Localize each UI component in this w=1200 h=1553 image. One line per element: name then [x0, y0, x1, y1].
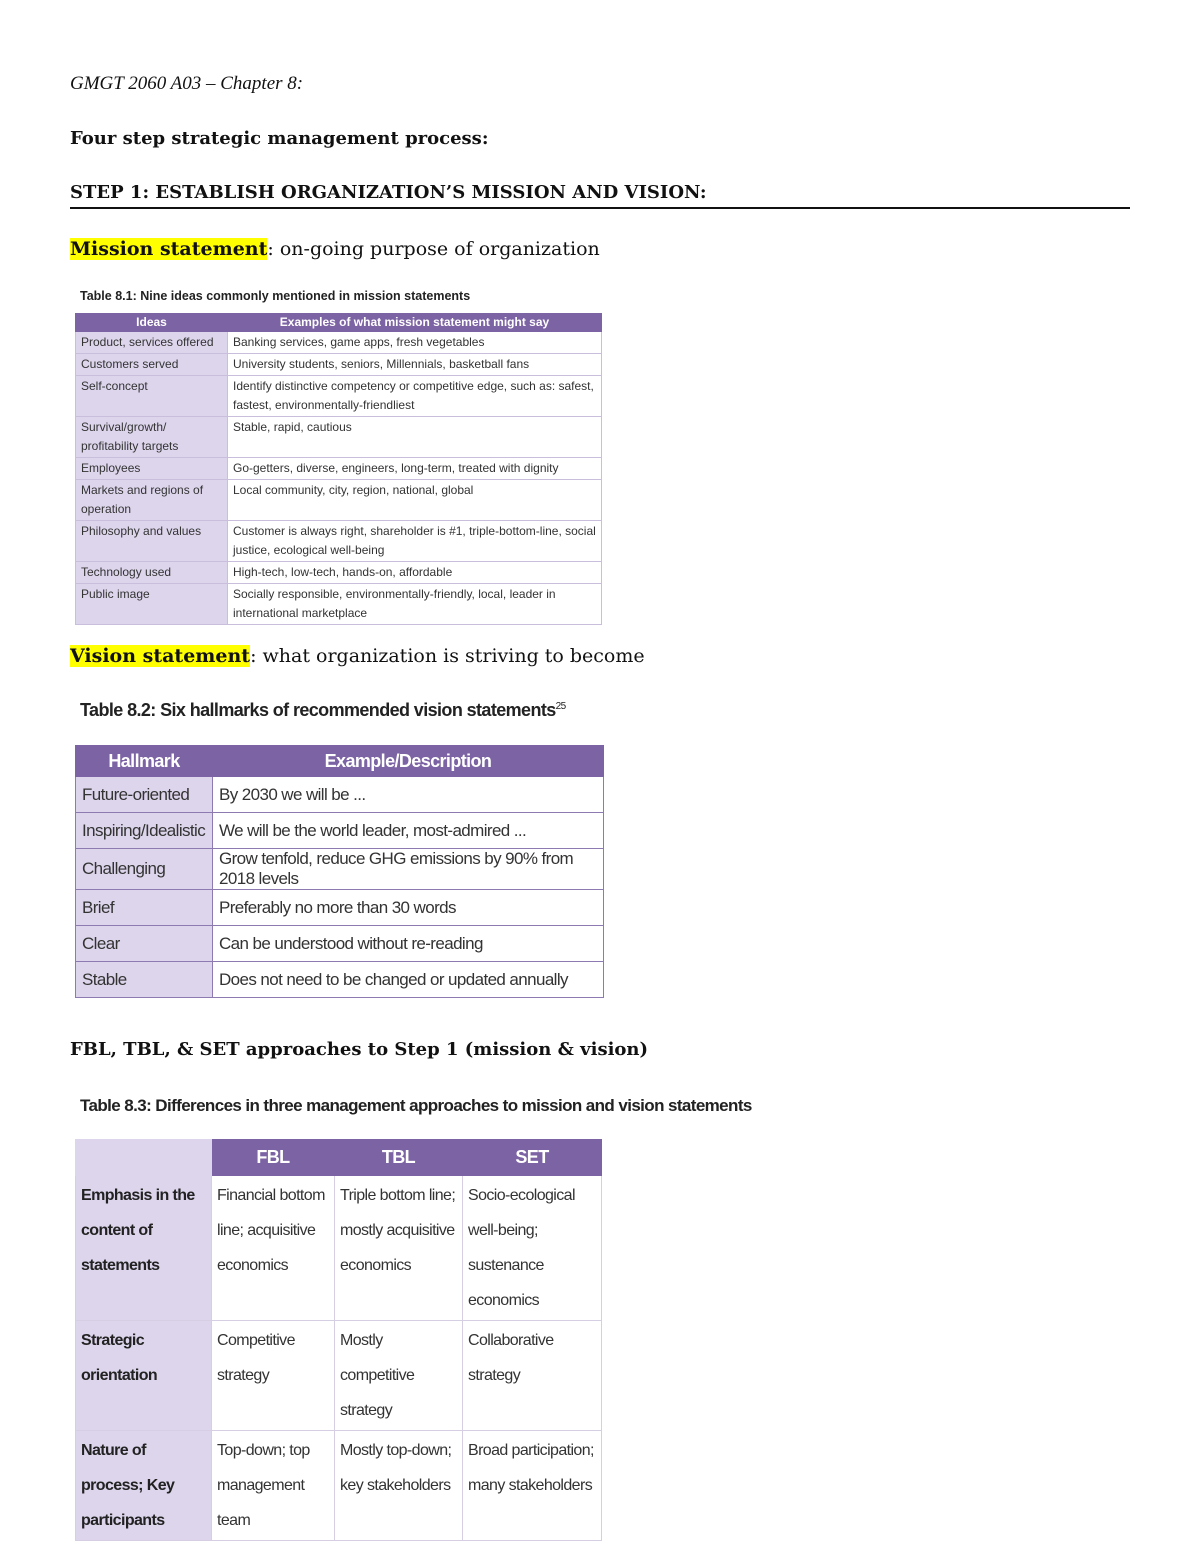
table82-col-description: Example/Description [213, 746, 604, 777]
table-row [76, 376, 602, 417]
table-row [76, 1431, 602, 1541]
table-cell: Financial bottom line; acquisitive economics [212, 1176, 335, 1321]
table-row [76, 584, 602, 625]
table83-col-fbl: FBL [212, 1140, 335, 1176]
table81-col-examples: Examples of what mission statement might say [228, 314, 602, 332]
table83-corner-cell [76, 1140, 212, 1176]
table-cell: Self-concept [76, 376, 228, 417]
table82-caption-text: Table 8.2: Six hallmarks of recommended vision statements [80, 700, 556, 720]
table-row [76, 458, 602, 480]
mission-definition [70, 238, 600, 260]
table-cell: Socio-ecological well-being; sustenance economics [463, 1176, 602, 1321]
table83-header-row [76, 1140, 602, 1176]
table-cell: Stable, rapid, cautious [228, 417, 602, 458]
table-cell: Socially responsible, environmentally-friendly, local, leader in international marketplace [228, 584, 602, 625]
table-row [76, 562, 602, 584]
table-cell: By 2030 we will be ... [213, 777, 604, 813]
step1-underline [70, 207, 1130, 209]
table82-caption [80, 700, 566, 721]
table-row [76, 813, 604, 849]
table-cell: Emphasis in the content of statements [76, 1176, 212, 1321]
table-cell: Philosophy and values [76, 521, 228, 562]
table-cell: Broad participation; many stakeholders [463, 1431, 602, 1541]
table-cell: Technology used [76, 562, 228, 584]
table-cell: Nature of process; Key participants [76, 1431, 212, 1541]
table-cell: Customer is always right, shareholder is #1, triple-bottom-line, social justice, ecological well-being [228, 521, 602, 562]
table-cell: Future-oriented [76, 777, 213, 813]
table-cell: Employees [76, 458, 228, 480]
table-8-2 [75, 745, 604, 998]
mission-text: : on-going purpose of organization [267, 238, 600, 260]
table82-col-hallmark: Hallmark [76, 746, 213, 777]
table-row [76, 521, 602, 562]
table-cell: Customers served [76, 354, 228, 376]
table-cell: Survival/growth/ profitability targets [76, 417, 228, 458]
table-row [76, 417, 602, 458]
table-cell: Clear [76, 926, 213, 962]
table83-caption: Table 8.3: Differences in three management approaches to mission and vision statements [80, 1096, 752, 1115]
table-row [76, 332, 602, 354]
table82-footnote-ref: 25 [555, 701, 566, 712]
table-cell: Public image [76, 584, 228, 625]
table-cell: Top-down; top management team [212, 1431, 335, 1541]
table-cell: Does not need to be changed or updated annually [213, 962, 604, 998]
table-cell: Collaborative strategy [463, 1321, 602, 1431]
table-cell: Challenging [76, 849, 213, 890]
table-cell: Banking services, game apps, fresh vegetables [228, 332, 602, 354]
table82-header-row [76, 746, 604, 777]
table-row [76, 1321, 602, 1431]
table-row [76, 890, 604, 926]
table83-col-tbl: TBL [335, 1140, 463, 1176]
table-cell: University students, seniors, Millennials, basketball fans [228, 354, 602, 376]
table-cell: Preferably no more than 30 words [213, 890, 604, 926]
table-8-3 [75, 1139, 602, 1541]
table-cell: Triple bottom line; mostly acquisitive economics [335, 1176, 463, 1321]
table83-col-set: SET [463, 1140, 602, 1176]
vision-term: Vision statement [70, 645, 251, 667]
table81-header-row [76, 314, 602, 332]
table-row [76, 354, 602, 376]
table-row [76, 777, 604, 813]
table-cell: Mostly top-down; key stakeholders [335, 1431, 463, 1541]
table-row [76, 926, 604, 962]
table-cell: Grow tenfold, reduce GHG emissions by 90% from 2018 levels [213, 849, 604, 890]
table-row [76, 480, 602, 521]
page-title: Four step strategic management process: [70, 128, 489, 149]
course-title: GMGT 2060 A03 – Chapter 8: [70, 73, 304, 94]
table-cell: Go-getters, diverse, engineers, long-term, treated with dignity [228, 458, 602, 480]
table-cell: Inspiring/Idealistic [76, 813, 213, 849]
table81-col-ideas: Ideas [76, 314, 228, 332]
table-cell: Stable [76, 962, 213, 998]
table-cell: Mostly competitive strategy [335, 1321, 463, 1431]
table-cell: Product, services offered [76, 332, 228, 354]
table-cell: Strategic orientation [76, 1321, 212, 1431]
table-8-1 [75, 313, 602, 625]
table-cell: We will be the world leader, most-admired ... [213, 813, 604, 849]
table-cell: Local community, city, region, national, global [228, 480, 602, 521]
mission-term: Mission statement [70, 238, 268, 260]
table-row [76, 849, 604, 890]
table-cell: Can be understood without re-reading [213, 926, 604, 962]
table-row [76, 1176, 602, 1321]
vision-text: : what organization is striving to become [250, 645, 645, 667]
table-cell: Identify distinctive competency or competitive edge, such as: safest, fastest, environmentally-friendliest [228, 376, 602, 417]
table-cell: Competitive strategy [212, 1321, 335, 1431]
table81-caption: Table 8.1: Nine ideas commonly mentioned in mission statements [80, 289, 471, 303]
step1-heading: STEP 1: ESTABLISH ORGANIZATION’S MISSION AND VISION: [70, 182, 707, 203]
table-cell: High-tech, low-tech, hands-on, affordable [228, 562, 602, 584]
vision-definition [70, 645, 645, 667]
approaches-heading: FBL, TBL, & SET approaches to Step 1 (mission & vision) [70, 1039, 649, 1060]
table-row [76, 962, 604, 998]
table-cell: Brief [76, 890, 213, 926]
table-cell: Markets and regions of operation [76, 480, 228, 521]
